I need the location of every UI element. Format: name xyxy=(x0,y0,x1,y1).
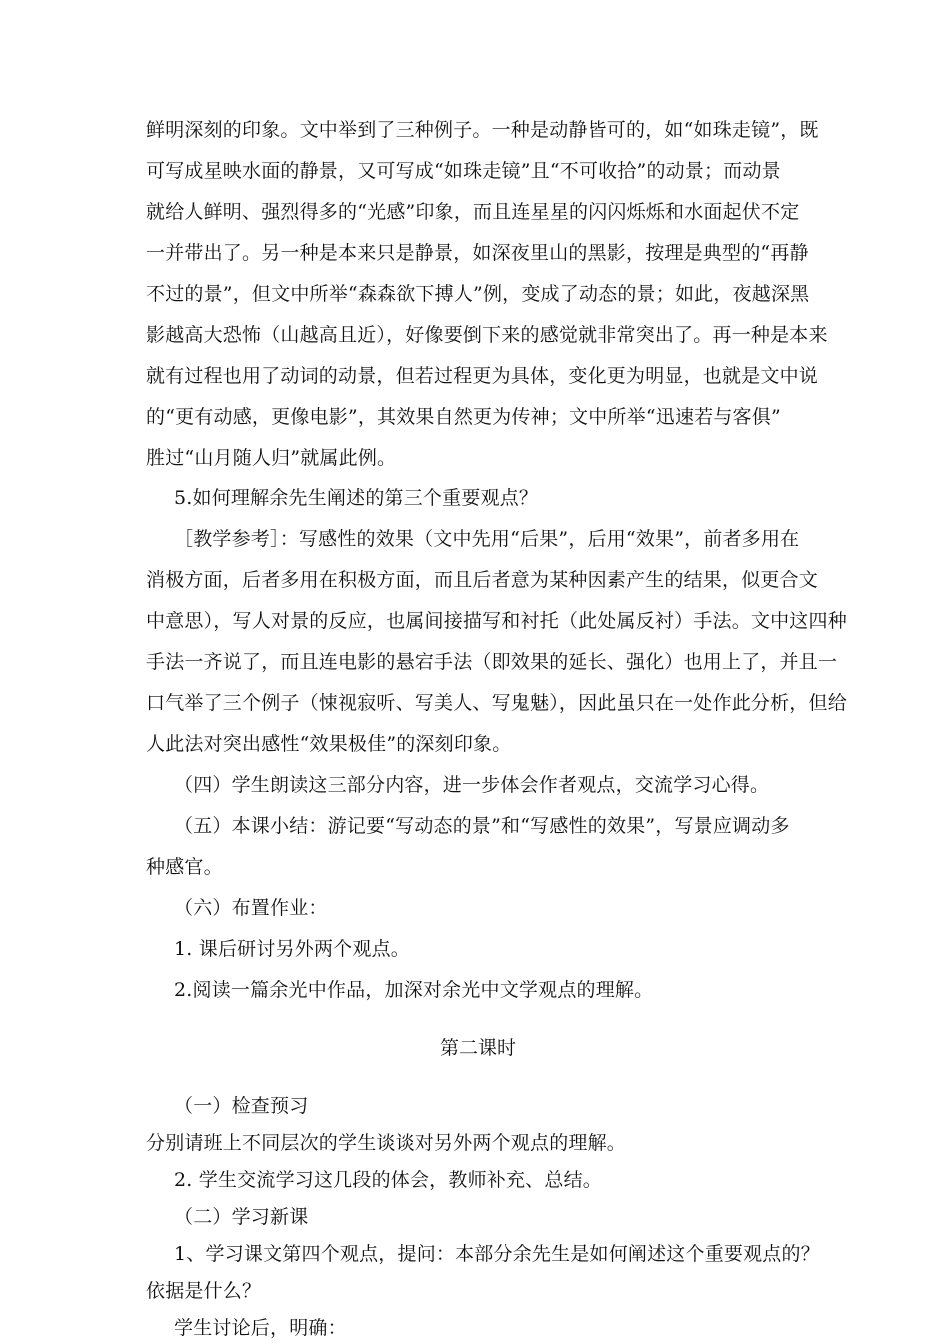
text-line: （二）学习新课 xyxy=(174,1206,309,1228)
text-line: 种感官。 xyxy=(146,856,223,878)
document-page xyxy=(146,0,847,1344)
text-line: （五）本课小结：游记要“写动态的景”和“写感性的效果”，写景应调动多 xyxy=(174,815,790,837)
text-line: ［教学参考］：写感性的效果（文中先用“后果”，后用“效果”，前者多用在 xyxy=(174,528,800,550)
section-heading: 第二课时 xyxy=(439,1037,516,1059)
text-line: 影越高大恐怖（山越高且近），好像要倒下来的感觉就非常突出了。再一种是本来 xyxy=(146,324,828,346)
text-line: 就给人鲜明、强烈得多的“光感”印象，而且连星星的闪闪烁烁和水面起伏不定 xyxy=(146,201,800,223)
text-line: 人此法对突出感性“效果极佳”的深刻印象。 xyxy=(146,733,512,755)
text-line: 不过的景”，但文中所举“森森欲下搏人”例，变成了动态的景；如此，夜越深黑 xyxy=(146,283,810,305)
text-line: 中意思），写人对景的反应，也属间接描写和衬托（此处属反衬）手法。文中这四种 xyxy=(146,610,847,632)
text-line: 就有过程也用了动词的动景，但若过程更为具体，变化更为明显，也就是文中说 xyxy=(146,365,819,387)
text-line: 可写成星映水面的静景，又可写成“如珠走镜”且“不可收拾”的动景；而动景 xyxy=(146,160,781,182)
text-line: （四）学生朗读这三部分内容，进一步体会作者观点，交流学习心得。 xyxy=(174,774,770,796)
text-line: 鲜明深刻的印象。文中举到了三种例子。一种是动静皆可的，如“如珠走镜”，既 xyxy=(146,119,819,141)
text-line: （一）检查预习 xyxy=(174,1095,309,1117)
text-line: （六）布置作业： xyxy=(174,897,328,919)
text-line: 一并带出了。另一种是本来只是静景，如深夜里山的黑影，按理是典型的“再静 xyxy=(146,242,809,264)
list-item: 1、学习课文第四个观点，提问：本部分余先生是如何阐述这个重要观点的？ xyxy=(174,1243,820,1265)
text-line: 胜过“山月随人归”就属此例。 xyxy=(146,447,397,469)
text-line: 口气举了三个例子（悚视寂听、写美人、写鬼魅），因此虽只在一处作此分析，但给 xyxy=(146,692,847,714)
text-line: 的“更有动感，更像电影”，其效果自然更为传神；文中所举“迅速若与客俱” xyxy=(146,406,781,428)
text-line: 依据是什么？ xyxy=(146,1280,262,1302)
list-item: 2.阅读一篇余光中作品，加深对余光中文学观点的理解。 xyxy=(174,979,654,1001)
text-line: 消极方面，后者多用在积极方面，而且后者意为某种因素产生的结果，似更合文 xyxy=(146,569,819,591)
text-line: 分别请班上不同层次的学生谈谈对另外两个观点的理解。 xyxy=(146,1132,627,1154)
question-line: 5.如何理解余先生阐述的第三个重要观点？ xyxy=(174,487,539,509)
text-line: 学生讨论后，明确： xyxy=(174,1317,347,1339)
text-line: 手法一齐说了，而且连电影的悬宕手法（即效果的延长、强化）也用上了，并且一 xyxy=(146,651,838,673)
list-item: 1. 课后研讨另外两个观点。 xyxy=(174,938,410,960)
list-item: 2. 学生交流学习这几段的体会，教师补充、总结。 xyxy=(174,1169,602,1191)
